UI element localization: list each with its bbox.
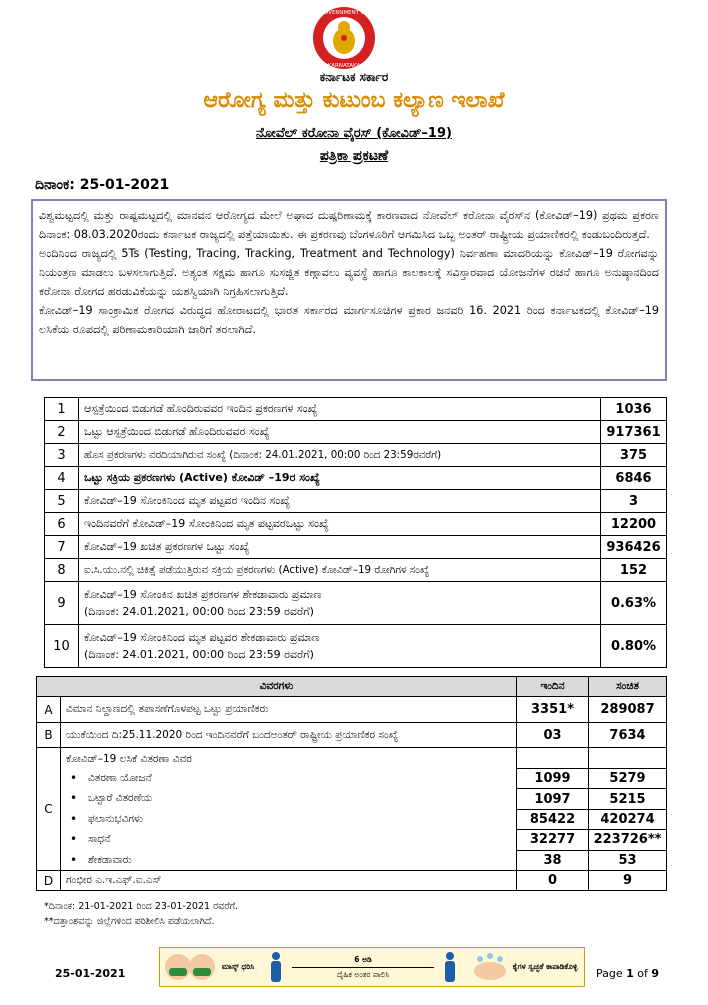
department-title: ಆರೋಗ್ಯ ಮತ್ತು ಕುಟುಂಬ ಕಲ್ಯಾಣ ಇಲಾಖೆ — [203, 88, 505, 113]
masked-people-icon — [164, 950, 216, 984]
row-label: ಕೋವಿಡ್–19 ಸೋಂಕಿನ ಖಚಿತ ಪ್ರಕರಣಗಳ ಶೇಕಡಾವಾರು ಪ್ರಮಾಣ — [84, 588, 322, 601]
table-row — [37, 748, 667, 871]
row-label: ಆಸ್ಪತ್ರೆಯಿಂದ ಬಿಡುಗಡೆ ಹೊಂದಿರುವವರ ಇಂದಿನ ಪ್ರಕರಣಗಳ ಸಂಖ್ಯೆ — [79, 398, 601, 421]
row-label: ಹೊಸ ಪ್ರಕರಣಗಳು ವರದಿಯಾಗಿರುವ ಸಂಖ್ಯೆ (ದಿನಾಂಕ: 24.01.2021, 00:00 ರಿಂದ 23:59ರವರೆಗೆ) — [79, 444, 601, 467]
table-row — [45, 467, 667, 490]
row-label: ಗಂಭೀರ ಎ.ಇ.ಎಫ್.ಐ.ಎಸ್ — [61, 871, 517, 891]
vaccine-cumulative-value: 420274 — [589, 809, 666, 829]
row-number: 1 — [45, 398, 79, 421]
row-value: 12200 — [601, 513, 667, 536]
row-label: ವಿಮಾನ ನಿಲ್ದಾಣದಲ್ಲಿ ತಪಾಸಣೆಗೊಳಪಟ್ಟ ಒಟ್ಟು ಪ್ರಯಾಣಿಕರು — [61, 697, 517, 723]
row-value: 6846 — [601, 467, 667, 490]
hand-wash-icon — [470, 951, 510, 983]
table-row — [45, 490, 667, 513]
row-today: 0 — [517, 871, 589, 891]
seal-text-bottom: KARNATAKA — [327, 63, 361, 69]
row-value: 0.63% — [601, 582, 667, 625]
row-value: 152 — [601, 559, 667, 582]
table-row — [37, 871, 667, 891]
page-word: Page — [596, 967, 623, 980]
details-header-row — [37, 677, 667, 697]
table-row — [37, 697, 667, 723]
row-number: 6 — [45, 513, 79, 536]
vaccine-today-value: 1097 — [517, 788, 588, 808]
press-release-text: ಪತ್ರಿಕಾ ಪ್ರಕಟಣೆ — [319, 148, 389, 164]
page-current: 1 — [626, 967, 634, 980]
vaccine-cumulative-value: 223726** — [589, 829, 666, 849]
details-table — [36, 676, 667, 891]
safety-banner — [159, 947, 585, 987]
page-of: of — [637, 967, 648, 980]
row-value: 0.80% — [601, 625, 667, 668]
seal-text-top: GOVERNMENT OF — [319, 10, 369, 16]
banner-mask-text: ಮಾಸ್ಕ್ ಧರಿಸಿ — [221, 962, 255, 971]
header-cumulative: ಸಂಚಿತ — [589, 677, 667, 697]
person-icon — [442, 951, 458, 983]
intro-paragraph-1: ವಿಶ್ವಮಟ್ಟದಲ್ಲಿ ಮತ್ತು ರಾಷ್ಟಮಟ್ಟದಲ್ಲಿ ಮಾನವನ ಆರೋಗ್ಯದ ಮೇಲೆ ಅಘಾದ ದುಷ್ಪರಿಣಾಮಕ್ಕೆ ಕಾರಣವಾದ ನೋವೆಲ್ ಕರೋನಾ ವೈರಸ್‌ನ (ಕೋವಿಡ್–19) ಪ್ರಥಮ ಪ್ರಕರಣ ದಿನಾಂಕ: 08.03.2020ರಂದು ಕರ್ನಾಟಕ ರಾಜ್ಯದಲ್ಲಿ ಪತ್ತೆಯಾಯಿತು. ಈ ಪ್ರಕರಣವು ಬೆಂಗಳೂರಿಗೆ ಆಗಮಿಸಿದ ಒಬ್ಬ ಅಂತರ್ ರಾಷ್ಟ್ರೀಯ ಪ್ರಯಾಣಿಕರಲ್ಲಿ ಕಂಡುಬಂದಿರುತ್ತದೆ. — [39, 209, 659, 241]
row-letter: D — [37, 871, 61, 891]
subject-line — [0, 126, 708, 141]
release-date: ದಿನಾಂಕ: 25-01-2021 — [35, 177, 170, 193]
row-label-cell — [79, 625, 601, 668]
row-value: 375 — [601, 444, 667, 467]
table-row — [45, 421, 667, 444]
table-row — [45, 513, 667, 536]
vaccine-cumulative-cell — [589, 748, 667, 871]
person-icon — [268, 951, 284, 983]
press-release-heading — [0, 148, 708, 164]
row-label: ಇಂದಿನವರೆಗೆ ಕೋವಿಡ್–19 ಸೋಂಕಿನಿಂದ ಮೃತ ಪಟ್ಟವರಒಟ್ಟು ಸಂಖ್ಯೆ — [79, 513, 601, 536]
row-number: 10 — [45, 625, 79, 668]
table-row — [45, 559, 667, 582]
karnataka-government-seal-icon — [300, 5, 388, 71]
page-number — [596, 967, 659, 980]
row-value: 936426 — [601, 536, 667, 559]
summary-table — [44, 397, 667, 668]
row-number: 8 — [45, 559, 79, 582]
table-row — [45, 444, 667, 467]
row-label: ಒಟ್ಟು ಸಕ್ರಿಯ ಪ್ರಕರಣಗಳು (Active) ಕೋವಿಡ್ –19ರ ಸಂಖ್ಯೆ — [79, 467, 601, 490]
row-number: 3 — [45, 444, 79, 467]
row-value: 1036 — [601, 398, 667, 421]
row-number: 4 — [45, 467, 79, 490]
row-value: 917361 — [601, 421, 667, 444]
row-label-date: (ದಿನಾಂಕ: 24.01.2021, 00:00 ರಿಂದ 23:59 ರವರೆಗೆ) — [84, 648, 314, 661]
row-label: ಯುಕೆಯಿಂದ ದಿ:25.11.2020 ರಿಂದ ಇಂದಿನವರೆಗೆ ಬಂದಅಂತರ್ ರಾಷ್ಟ್ರೀಯ ಪ್ರಯಾಣಿಕರ ಸಂಖ್ಯೆ — [61, 723, 517, 748]
row-label-date: (ದಿನಾಂಕ: 24.01.2021, 00:00 ರಿಂದ 23:59 ರವರೆಗೆ) — [84, 605, 314, 618]
vaccine-today-value: 38 — [517, 850, 588, 870]
vaccine-cumulative-value: 53 — [589, 850, 666, 870]
banner-hands-text: ಕೈಗಳ ಸ್ವಚ್ಛತೆ ಕಾಪಾಡಿಕೊಳ್ಳಿ — [512, 962, 578, 971]
vaccine-details-title: ಕೋವಿಡ್–19 ಲಸಿಕೆ ವಿತರಣಾ ವಿವರ — [66, 753, 192, 765]
list-item: • ಸಾಧನೆ — [66, 829, 511, 849]
row-number: 9 — [45, 582, 79, 625]
row-label-cell — [79, 582, 601, 625]
row-cumulative: 7634 — [589, 723, 667, 748]
footnote-2: **ದತ್ತಾಂಶವನ್ನು ಜಿಲ್ಲೆಗಳಿಂದ ಪರಿಶೀಲಿಸಿ ಪಡೆಯಲಾಗಿದೆ. — [44, 916, 215, 927]
vaccine-details-cell — [61, 748, 517, 871]
list-item: • ಒಟ್ಟಾರೆ ವಿತರಣೆಯ — [66, 788, 511, 808]
row-label: ಕೋವಿಡ್–19 ಸೋಂಕಿನಿಂದ ಮೃತ ಪಟ್ಟವರ ಶೇಕಡಾವಾರು ಪ್ರಮಾಣ — [84, 631, 320, 644]
vaccine-today-value: 32277 — [517, 829, 588, 849]
row-value: 3 — [601, 490, 667, 513]
table-row — [37, 723, 667, 748]
vaccine-items-list — [66, 768, 511, 870]
table-row — [45, 536, 667, 559]
banner-distance-top: 6 ಅಡಿ — [354, 954, 372, 964]
vaccine-cumulative-value: 5215 — [589, 788, 666, 808]
row-today: 03 — [517, 723, 589, 748]
row-number: 5 — [45, 490, 79, 513]
vaccine-cumulative-value: 5279 — [589, 768, 666, 788]
row-label: ಒಟ್ಟು ಆಸ್ಪತ್ರೆಯಿಂದ ಬಿಡುಗಡೆ ಹೊಂದಿರುವವರ ಸಂಖ್ಯೆ — [79, 421, 601, 444]
row-number: 2 — [45, 421, 79, 444]
vaccine-today-value: 85422 — [517, 809, 588, 829]
government-name: ಕರ್ನಾಟಕ ಸರ್ಕಾರ — [319, 70, 389, 84]
row-letter: B — [37, 723, 61, 748]
row-cumulative: 289087 — [589, 697, 667, 723]
row-today: 3351* — [517, 697, 589, 723]
row-label: ಕೋವಿಡ್–19 ಸೋಂಕಿನಿಂದ ಮೃತ ಪಟ್ಟವರ ಇಂದಿನ ಸಂಖ್ಯೆ — [79, 490, 601, 513]
footnote-1: *ದಿನಾಂಕ: 21-01-2021 ರಿಂದ 23-01-2021 ರವರೆಗೆ. — [44, 901, 239, 912]
distance-arrow-icon — [292, 967, 434, 968]
table-row — [45, 398, 667, 421]
table-row — [45, 582, 667, 625]
header-details: ವಿವರಗಳು — [37, 677, 517, 697]
subject-text: ನೋವೆಲ್ ಕರೋನಾ ವೈರಸ್ (ಕೋವಿಡ್–19) — [256, 126, 452, 141]
row-label: ಕೋವಿಡ್–19 ಖಚಿತ ಪ್ರಕರಣಗಳ ಒಟ್ಟು ಸಂಖ್ಯೆ — [79, 536, 601, 559]
header-today: ಇಂದಿನ — [517, 677, 589, 697]
intro-paragraph-2: ಅಂದಿನಿಂದ ರಾಜ್ಯದಲ್ಲಿ 5Ts (Testing, Tracing, Tracking, Treatment and Technology) ನಿರ್ವಹಣಾ ಮಾದರಿಯನ್ನು ಕೋವಿಡ್–19 ರೋಗವನ್ನು ನಿಯಂತ್ರಣ ಮಾಡಲು ಬಳಸಲಾಗುತ್ತಿದೆ. ಅತ್ಯಂತ ಸಕ್ಷಮ ಹಾಗೂ ಸುಸಜ್ಜಿತ ಕಣ್ಗಾವಲು ವ್ಯವಸ್ಥೆ ಹಾಗೂ ಕಾಲಕಾಲಕ್ಕೆ ಸವಿಸ್ತಾರವಾದ ಯೋಜನೆಗಳ ರಚನೆ ಹಾಗೂ ಅನುಷ್ಠಾನದಿಂದ ಕರೋನಾ ರೋಗದ ಹರಡುವಿಕೆಯನ್ನು ಯಶಸ್ವಿಯಾಗಿ ನಿಗ್ರಹಿಸಲಾಗುತ್ತಿದೆ. — [39, 247, 659, 298]
distance-indicator — [284, 955, 442, 980]
vaccine-today-value: 1099 — [517, 768, 588, 788]
row-label: ಐ.ಸಿ.ಯು.ನಲ್ಲಿ ಚಿಕಿತ್ಸೆ ಪಡೆಯುತ್ತಿರುವ ಸಕ್ರಿಯ ಪ್ರಕರಣಗಳು (Active) ಕೋವಿಡ್–19 ರೋಗಿಗಳ ಸಂಖ್ಯೆ — [79, 559, 601, 582]
list-item: • ಶೇಕಡಾವಾರು — [66, 850, 511, 870]
table-row — [45, 625, 667, 668]
page-total: 9 — [651, 967, 660, 980]
list-item: • ವಿತರಣಾ ಯೋಜನೆ — [66, 768, 511, 788]
intro-box — [31, 199, 667, 381]
list-item: • ಫಲಾನುಭವಿಗಳು — [66, 809, 511, 829]
row-number: 7 — [45, 536, 79, 559]
row-letter: C — [37, 748, 61, 871]
footer-date: 25-01-2021 — [55, 967, 126, 980]
intro-paragraph-3: ಕೋವಿಡ್–19 ಸಾಂಕ್ರಾಮಿಕ ರೋಗದ ವಿರುದ್ಧದ ಹೋರಾಟದಲ್ಲಿ ಭಾರತ ಸರ್ಕಾರದ ಮಾರ್ಗಸೂಚಿಗಳ ಪ್ರಕಾರ ಜನವರಿ 16. 2021 ರಿಂದ ಕರ್ನಾಟಕದಲ್ಲಿ ಕೋವಿಡ್–19 ಲಸಿಕೆಯ ರೂಪದಲ್ಲಿ ಪರಿಣಾಮಕಾರಿಯಾಗಿ ಜಾರಿಗೆ ತರಲಾಗಿದೆ. — [39, 304, 659, 336]
vaccine-today-cell — [517, 748, 589, 871]
row-cumulative: 9 — [589, 871, 667, 891]
row-letter: A — [37, 697, 61, 723]
banner-distance-bottom: ದೈಹಿಕ ಅಂತರ ಪಾಲಿಸಿ — [336, 969, 390, 979]
